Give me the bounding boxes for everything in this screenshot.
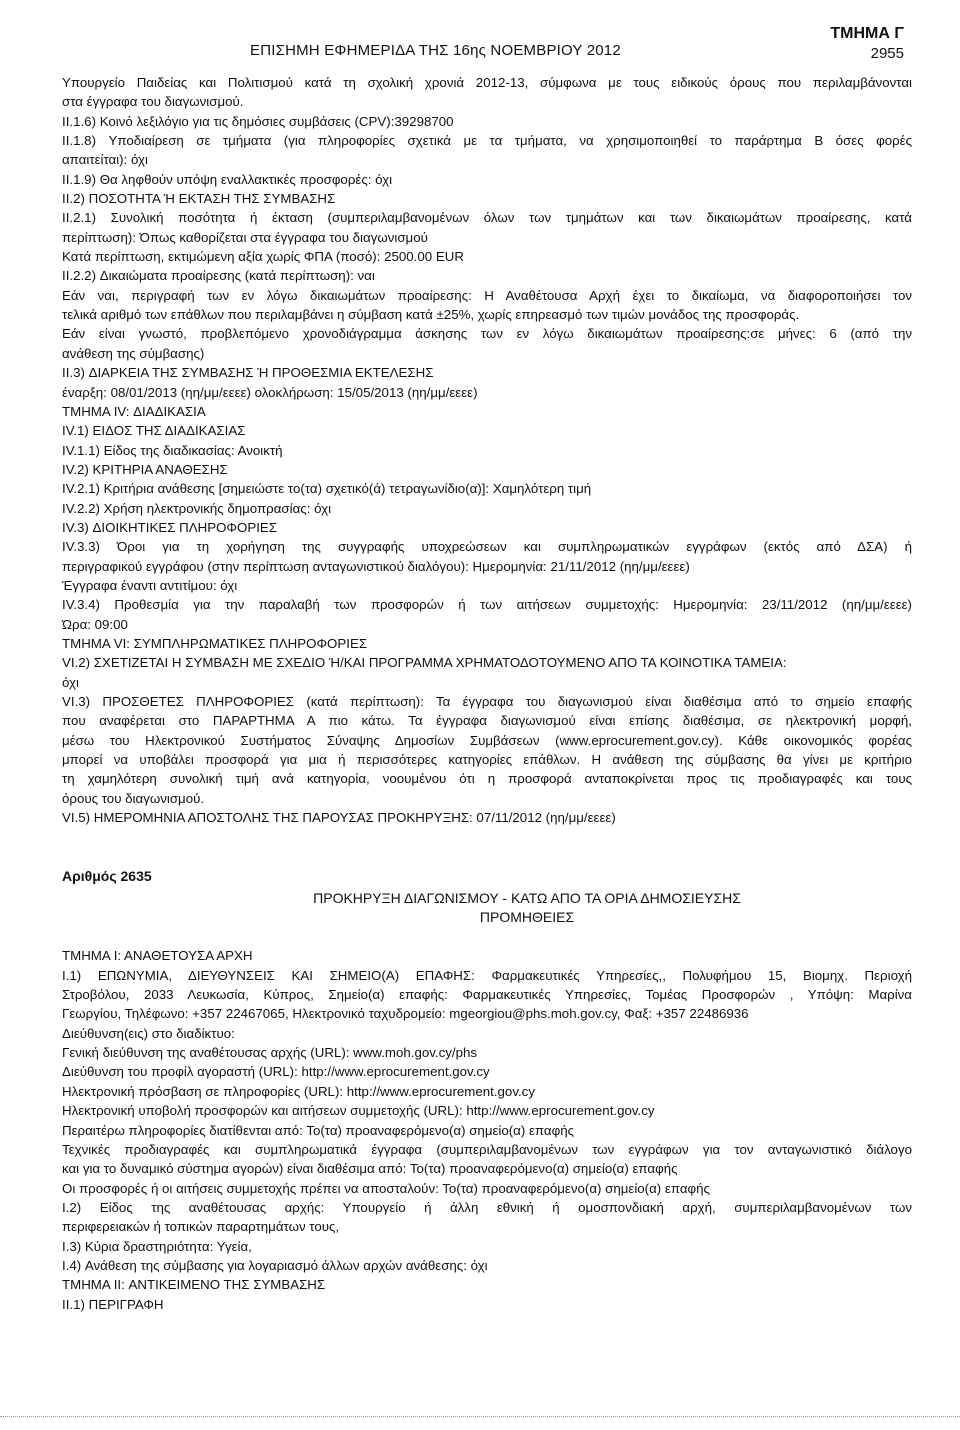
text-line: II.1) ΠΕΡΙΓΡΑΦΗ [62,1296,164,1312]
text-line: II.2.2) Δικαιώματα προαίρεσης (κατά περίπτωση): ναι [62,268,375,284]
text-line: ανάθεση της σύμβασης) [62,345,205,361]
section-label: ΤΜΗΜΑ Γ [830,25,904,42]
text-line: VI.3) ΠΡΟΣΘΕΤΕΣ ΠΛΗΡΟΦΟΡΙΕΣ (κατά περίπτωση): Τα έγγραφα του διαγωνισμού είναι διαθέσιμα από το σημείο επαφής [62,694,912,709]
text-line: II.2) ΠΟΣΟΤΗΤΑ Ή ΕΚΤΑΣΗ ΤΗΣ ΣΥΜΒΑΣΗΣ [62,191,336,207]
spacer [62,827,912,867]
text-line: IV.3) ΔΙΟΙΚΗΤΙΚΕΣ ΠΛΗΡΟΦΟΡΙΕΣ [62,519,278,535]
text-line: τη χαμηλότερη συνολική τιμή ανά κατηγορία, νοουμένου ότι η προσφορά ανταποκρίνεται προς τις προδιαγραφές και τους [62,771,912,787]
text-line: II.1.6) Κοινό λεξιλόγιο για τις δημόσιες συμβάσεις (CPV):39298700 [62,113,454,129]
text-line: Οι προσφορές ή οι αιτήσεις συμμετοχής πρέπει να αποσταλούν: Το(τα) προαναφερόμενο(α) σημείο(α) επαφής [62,1180,710,1196]
text-line: τελικά αριθμό των επάθλων που περιλαμβάνει η σύμβαση κατά ±25%, χωρίς επηρεασμό των τιμών μονάδος της προσφοράς. [62,307,800,323]
text-line: IV.3.3) Όροι για τη χορήγηση της συγγραφής υποχρεώσεων και συμπληρωματικών εγγράφων (εκτός από ΔΣΑ) ή [62,539,912,555]
text-line: I.3) Κύρια δραστηριότητα: Υγεία, [62,1238,252,1254]
text-line: στα έγγραφα του διαγωνισμού. [62,94,244,110]
text-line: II.1.8) Υποδιαίρεση σε τμήματα (για πληροφορίες σχετικά με τα τμήματα, να χρησιμοποιηθεί το παράρτημα Β όσες φορές [62,133,912,149]
notice-2635-body [62,946,912,1314]
text-line: περίπτωση): Όπως καθορίζεται στα έγγραφα του διαγωνισμού [62,229,428,245]
text-line: Διεύθυνση του προφίλ αγοραστή (URL): http://www.eprocurement.gov.cy [62,1064,490,1080]
notice-number-row [62,867,912,889]
notice-title-line-2: ΠΡΟΜΗΘΕΙΕΣ [479,909,575,926]
text-line: IV.2) ΚΡΙΤΗΡΙΑ ΑΝΑΘΕΣΗΣ [62,461,228,477]
notice-number: Αριθμός 2635 [62,868,152,885]
text-line: IV.1) ΕΙΔΟΣ ΤΗΣ ΔΙΑΔΙΚΑΣΙΑΣ [62,423,246,439]
text-line: Εάν ναι, περιγραφή των εν λόγω δικαιωμάτων προαίρεσης: Η Αναθέτουσα Αρχή έχει το δικαίωμα, να διαφοροποιήσει τον [62,287,912,303]
text-line: Περαιτέρω πληροφορίες διατίθενται από: Το(τα) προαναφερόμενο(α) σημείο(α) επαφής [62,1122,575,1138]
text-line: Ηλεκτρονική πρόσβαση σε πληροφορίες (URL): http://www.eprocurement.gov.cy [62,1083,535,1099]
text-line: ΤΜΗΜΑ IV: ΔΙΑΔΙΚΑΣΙΑ [62,403,206,419]
text-line: Υπουργείο Παιδείας και Πολιτισμού κατά τη σχολική χρονιά 2012-13, σύμφωνα με τους ειδικούς όρους που περιλαμβάνονται [62,75,912,90]
text-line: IV.1.1) Είδος της διαδικασίας: Ανοικτή [62,442,283,458]
gazette-header: ΕΠΙΣΗΜΗ ΕΦΗΜΕΡΙΔΑ ΤΗΣ 16ης ΝΟΕΜΒΡΙΟΥ 2012 [250,42,621,59]
text-line: I.4) Ανάθεση της σύμβασης για λογαριασμό άλλων αρχών ανάθεσης: όχι [62,1257,488,1273]
text-line: μπορεί να υποβάλει προσφορά για μια ή περισσότερες κατηγορίες επάθλων. Η ανάθεση της σύμβασης θα γίνει με κριτήριο [62,752,912,768]
text-line: Διεύθυνση(εις) στο διαδίκτυο: [62,1025,235,1041]
text-line: Γεωργίου, Τηλέφωνο: +357 22467065, Ηλεκτρονικό ταχυδρομείο: mgeorgiou@phs.moh.gov.cy, Φαξ: +357 22486936 [62,1006,749,1022]
text-line: μέσω του Ηλεκτρονικού Συστήματος Σύναψης Δημοσίων Συμβάσεων (www.eprocurement.gov.cy). Κάθε οικονομικός φορέας [62,732,912,748]
text-line: περιφερειακών ή τοπικών παραρτημάτων τους, [62,1219,340,1235]
text-line: Ώρα: 09:00 [62,616,128,632]
text-line: II.2.1) Συνολική ποσότητα ή έκταση (συμπεριλαμβανομένων όλων των τμημάτων και των δικαιωμάτων προαίρεσης, κατά [62,210,912,226]
header-right [830,24,904,64]
spacer [62,927,912,946]
text-line: Γενική διεύθυνση της αναθέτουσας αρχής (URL): www.moh.gov.cy/phs [62,1045,478,1061]
text-line: ΤΜΗΜΑ Ι: ΑΝΑΘΕΤΟΥΣΑ ΑΡΧΗ [62,948,253,964]
text-line: Ηλεκτρονική υποβολή προσφορών και αιτήσεων συμμετοχής (URL): http://www.eprocurement.gov.cy [62,1103,655,1119]
text-line: IV.3.4) Προθεσμία για την παραλαβή των προσφορών ή των αιτήσεων συμμετοχής: Ημερομηνία: 23/11/2012 (ηη/μμ/εεεε) [62,597,912,613]
text-line: ΤΜΗΜΑ VI: ΣΥΜΠΛΗΡΩΜΑΤΙΚΕΣ ΠΛΗΡΟΦΟΡΙΕΣ [62,635,368,651]
text-line: ΤΜΗΜΑ II: ΑΝΤΙΚΕΙΜΕΝΟ ΤΗΣ ΣΥΜΒΑΣΗΣ [62,1277,326,1293]
text-line: II.1.9) Θα ληφθούν υπόψη εναλλακτικές προσφορές: όχι [62,171,393,187]
text-line: περιγραφικού εγγράφου (στην περίπτωση ανταγωνιστικού διαλόγου): Ημερομηνία: 21/11/2012 (ηη/μμ/εεεε) [62,558,690,574]
text-line: Τεχνικές προδιαγραφές και συμπληρωματικά έγγραφα (συμπεριλαμβανομένων των εγγράφων για τον ανταγωνιστικό διάλογο [62,1141,912,1157]
text-line: έναρξη: 08/01/2013 (ηη/μμ/εεεε) ολοκλήρωση: 15/05/2013 (ηη/μμ/εεεε) [62,384,478,400]
text-line: I.2) Είδος της αναθέτουσας αρχής: Υπουργείο ή άλλη εθνική ή ομοσπονδιακή αρχή, συμπεριλαμβανομένων των [62,1199,912,1215]
text-line: Κατά περίπτωση, εκτιμώμενη αξία χωρίς ΦΠΑ (ποσό): 2500.00 EUR [62,249,464,265]
document-body [62,73,912,1314]
text-line: VI.2) ΣΧΕΤΙΖΕΤΑΙ Η ΣΥΜΒΑΣΗ ΜΕ ΣΧΕΔΙΟ Ή/ΚΑΙ ΠΡΟΓΡΑΜΜΑ ΧΡΗΜΑΤΟΔΟΤΟΥΜΕΝΟ ΑΠΟ ΤΑ ΚΟΙΝΟΤΙΚΑ ΤΑΜΕΙΑ: [62,655,787,671]
text-line: IV.2.1) Κριτήρια ανάθεσης [σημειώστε το(τα) σχετικό(ά) τετραγωνίδιο(α)]: Χαμηλότερη τιμή [62,481,592,497]
previous-notice-continuation [62,73,912,827]
text-line: και για το δυναμικό σύστημα αγορών) είναι διαθέσιμα από: Το(τα) προαναφερόμενο(α) σημείο(α) επαφής [62,1161,678,1177]
text-line: Εάν είναι γνωστό, προβλεπόμενο χρονοδιάγραμμα άσκησης των εν λόγω δικαιωμάτων προαίρεσης:σε μήνες: 6 (από την [62,326,912,342]
text-line: που αναφέρεται στο ΠΑΡΑΡΤΗΜΑ Α πιο κάτω. Τα έγγραφα διαγωνισμού είναι επίσης διαθέσιμα, σε ηλεκτρονική μορφή, [62,713,912,729]
text-line: απαιτείται): όχι [62,152,148,168]
text-line: I.1) ΕΠΩΝΥΜΙΑ, ΔΙΕΥΘΥΝΣΕΙΣ ΚΑΙ ΣΗΜΕΙΟ(Α) ΕΠΑΦΗΣ: Φαρμακευτικές Υπηρεσίες,, Πολυφήμου 15, Βιομηχ. Περιοχή [62,967,912,983]
text-line: II.3) ΔΙΑΡΚΕΙΑ ΤΗΣ ΣΥΜΒΑΣΗΣ Ή ΠΡΟΘΕΣΜΙΑ ΕΚΤΕΛΕΣΗΣ [62,365,434,381]
text-line: VI.5) ΗΜΕΡΟΜΗΝΙΑ ΑΠΟΣΤΟΛΗΣ ΤΗΣ ΠΑΡΟΥΣΑΣ ΠΡΟΚΗΡΥΞΗΣ: 07/11/2012 (ηη/μμ/εεεε) [62,810,616,826]
text-line: Έγγραφα έναντι αντιτίμου: όχι [62,577,238,593]
text-line: Στροβόλου, 2033 Λευκωσία, Κύπρος, Σημείο(α) επαφής: Φαρμακευτικές Υπηρεσίες, Τομέας Προσφορών , Υπόψη: Μαρίνα [62,987,912,1003]
page-bottom-rule [0,1416,960,1417]
text-line: όρους του διαγωνισμού. [62,790,205,806]
text-line: IV.2.2) Χρήση ηλεκτρονικής δημοπρασίας: όχι [62,500,332,516]
notice-title-line-1: ΠΡΟΚΗΡΥΞΗ ΔΙΑΓΩΝΙΣΜΟΥ - ΚΑΤΩ ΑΠΟ ΤΑ ΟΡΙΑ ΔΗΜΟΣΙΕΥΣΗΣ [313,890,741,907]
page-number: 2955 [870,45,904,62]
text-line: όχι [62,674,79,690]
